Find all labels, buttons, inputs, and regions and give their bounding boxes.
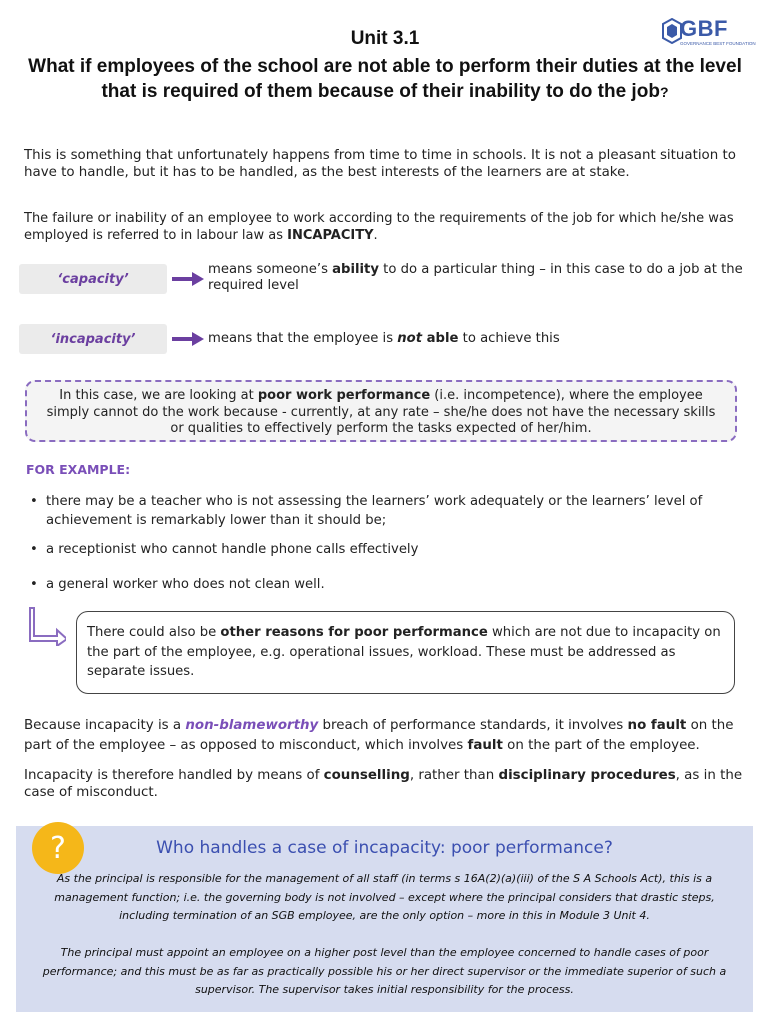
intro-p2-text: The failure or inability of an employee to work according to the requirements of the job for which he/she was employed is referred to in labour law as: [24, 211, 734, 243]
counselling-term: counselling: [323, 768, 410, 783]
intro-paragraph-2: [24, 210, 744, 244]
incapacity-label: ‘incapacity’: [19, 324, 167, 354]
page-title: [20, 54, 750, 105]
body-paragraph-fault: [24, 716, 744, 755]
disciplinary-term: disciplinary procedures: [498, 768, 676, 783]
intro-p2-end: .: [373, 228, 378, 243]
bullet: •: [30, 577, 38, 592]
arrow-right-icon: [172, 272, 204, 286]
incapacity-term: INCAPACITY: [287, 228, 374, 243]
list-item-text: a receptionist who cannot handle phone calls effectively: [46, 542, 419, 557]
non-blameworthy-term: non-blameworthy: [185, 718, 319, 733]
fault-term: fault: [467, 737, 503, 753]
list-item: [30, 575, 740, 594]
incapacity-def-d: to achieve this: [458, 331, 560, 346]
question-icon: ?: [32, 822, 84, 874]
bullet: •: [30, 542, 38, 557]
p3-c: breach of performance standards, it involves: [318, 718, 628, 733]
no-fault-term: no fault: [627, 718, 687, 733]
list-item-text: there may be a teacher who is not assessing the learners’ work adequately or the learners’ level of achievement is remarkably lower than it should be;: [46, 494, 703, 528]
list-item: [30, 540, 740, 559]
p4-a: Incapacity is therefore handled by means of: [24, 768, 324, 783]
panel-title: Who handles a case of incapacity: poor performance?: [156, 838, 613, 858]
corner-arrow-icon: [28, 606, 66, 646]
capacity-def-c: to do a particular thing – in this case to do a job at the required level: [208, 262, 743, 293]
incapacity-definition: [208, 331, 748, 347]
title-text: What if employees of the school are not able to perform their duties at the level that is required of them because of their inability to do the job: [28, 56, 742, 102]
panel-paragraph-1: As the principal is responsible for the management of all staff (in terms s 16A(2)(a)(iii) of the S A Schools Act), this is a management function; i.e. the governing body is not involved – except where the principal considers that drastic steps, including termination of an SGB employee, are the only option – more in this in Module 3 Unit 4.: [54, 872, 715, 922]
poor-performance-callout: [25, 380, 737, 442]
incapacity-def-a: means that the employee is: [208, 331, 398, 346]
logo-text: GBF: [680, 16, 728, 41]
list-item-text: a general worker who does not clean well.: [46, 577, 325, 592]
p4-e: , as in the case of misconduct.: [24, 768, 743, 800]
list-item: [30, 492, 740, 530]
callout-c: (i.e. incompetence), where the employee simply cannot do the work because - currently, at any rate – she/he does not have the necessary skills or qualities to effectively perform the tasks expected of her/him.: [46, 388, 716, 436]
callout-a: In this case, we are looking at: [59, 388, 258, 403]
arrow-right-icon: [172, 332, 204, 346]
unit-heading: Unit 3.1: [350, 28, 420, 49]
capacity-def-a: means someone’s: [208, 262, 333, 277]
note-c: which are not due to incapacity on the part of the employee, e.g. operational issues, workload. These must be addressed as separate issues.: [87, 625, 721, 679]
logo-tagline: GOVERNANCE BEST FOUNDATION: [680, 41, 756, 46]
body-paragraph-counselling: [24, 767, 744, 801]
other-reasons-note: [76, 611, 735, 694]
incapacity-def-able: able: [422, 331, 459, 346]
p3-g: on the part of the employee.: [502, 737, 700, 753]
p3-a: Because incapacity is a: [24, 718, 186, 733]
intro-paragraph-1: This is something that unfortunately happens from time to time in schools. It is not a pleasant situation to have to handle, but it has to be handled, as the best interests of the learners are at stake.: [24, 148, 736, 180]
p3-e: on the part of the employee – as opposed to misconduct, which involves: [24, 718, 734, 753]
panel-paragraph-2: The principal must appoint an employee on a higher post level than the employee concerned to handle cases of poor performance; and this must be as far as practically possible his or her direct supervisor or the immediate superior of such a supervisor. The supervisor takes initial responsibility for the process.: [42, 946, 727, 996]
note-bold: other reasons for poor performance: [220, 625, 488, 640]
callout-bold: poor work performance: [257, 388, 431, 403]
capacity-def-bold: ability: [332, 262, 379, 277]
capacity-label: ‘capacity’: [19, 264, 167, 294]
example-heading: FOR EXAMPLE:: [26, 462, 131, 477]
p4-c: , rather than: [409, 768, 499, 783]
title-question-mark: ?: [659, 84, 669, 100]
bullet: •: [30, 494, 38, 509]
note-a: There could also be: [87, 625, 221, 640]
incapacity-def-not: not: [397, 331, 423, 346]
capacity-definition: [208, 262, 748, 294]
